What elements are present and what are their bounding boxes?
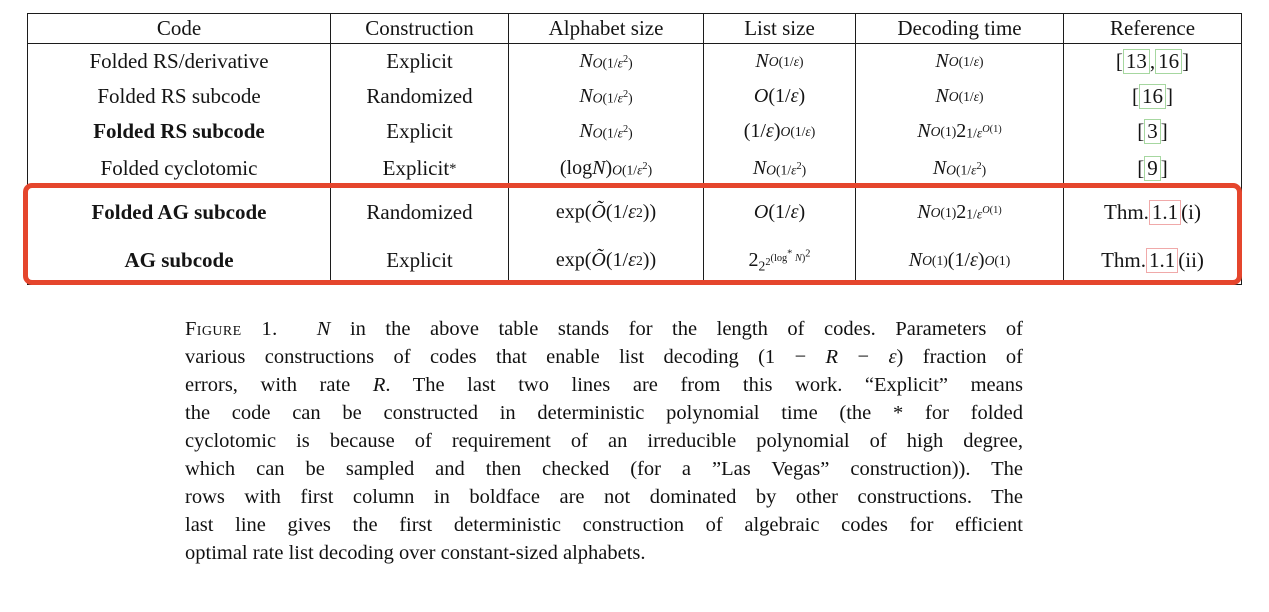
caption-line xyxy=(185,539,1023,567)
caption-text: various constructions of codes that enable list decoding (1 − xyxy=(185,346,826,368)
cell-decoding-time: N $O(1/\varepsilon^2)$ xyxy=(856,149,1064,188)
caption-text: last line gives the first deterministic construction of algebraic codes for efficient xyxy=(185,514,1023,536)
cell-alphabet-size: N $O(1/\varepsilon^2)$ xyxy=(509,114,704,149)
reference-text: Thm. xyxy=(1104,200,1149,225)
caption-line xyxy=(185,315,1023,343)
cell-reference xyxy=(1064,149,1241,188)
cell-decoding-time: N O(1) 2 $1/\varepsilon^{O(1)}$ xyxy=(856,114,1064,149)
caption-line xyxy=(185,511,1023,539)
caption-text: the code can be constructed in deterministic polynomial time (the * for folded xyxy=(185,402,1023,424)
caption-line xyxy=(185,343,1023,371)
cell-code: Folded RS subcode xyxy=(28,79,331,114)
caption-label: Figure 1. xyxy=(185,318,278,340)
caption-line xyxy=(185,455,1023,483)
caption-text: R xyxy=(825,346,839,368)
reference-link[interactable]: 16 xyxy=(1155,49,1182,73)
reference-link[interactable]: 1.1 xyxy=(1146,248,1178,272)
reference-text: ] xyxy=(1166,84,1173,109)
cell-list-size: N $O(1/\varepsilon^2)$ xyxy=(704,149,856,188)
cell-alphabet-size: N $O(1/\varepsilon^2)$ xyxy=(509,44,704,79)
caption-text: N xyxy=(316,318,331,340)
caption-text: which can be sampled and then checked (for a ”Las Vegas” construction)). The xyxy=(185,458,1023,480)
cell-alphabet-size: N $O(1/\varepsilon^2)$ xyxy=(509,79,704,114)
caption-line xyxy=(185,371,1023,399)
reference-text: [ xyxy=(1137,119,1145,144)
cell-construction: Explicit xyxy=(331,237,509,284)
caption-text: errors, with rate xyxy=(185,374,373,396)
caption-text: ) fraction of xyxy=(896,346,1023,368)
column-header-decoding-time: Decoding time xyxy=(856,14,1064,44)
cell-alphabet-size: exp( Õ (1/ ε 2 )) xyxy=(509,188,704,237)
cell-reference xyxy=(1064,114,1241,149)
cell-decoding-time: N O(1/ε) xyxy=(856,79,1064,114)
cell-alphabet-size: (log N ) $O(1/\varepsilon^2)$ xyxy=(509,149,704,188)
cell-list-size: O (1/ ε ) xyxy=(704,79,856,114)
reference-text: Thm. xyxy=(1101,248,1146,273)
column-header-reference: Reference xyxy=(1064,14,1241,44)
caption-text: rows with first column in boldface are not dominated by other constructions. The xyxy=(185,486,1023,508)
cell-decoding-time: N O(1/ε) xyxy=(856,44,1064,79)
cell-list-size: N O(1/ε) xyxy=(704,44,856,79)
reference-text: [ xyxy=(1115,49,1123,74)
column-header-list-size: List size xyxy=(704,14,856,44)
cell-code: AG subcode xyxy=(28,237,331,284)
reference-text: ] xyxy=(1182,49,1190,74)
cell-code: Folded RS/derivative xyxy=(28,44,331,79)
cell-list-size: O (1/ ε ) xyxy=(704,188,856,237)
reference-text: [ xyxy=(1132,84,1139,109)
column-header-construction: Construction xyxy=(331,14,509,44)
cell-reference xyxy=(1064,79,1241,114)
figure-caption xyxy=(185,315,1023,567)
cell-reference xyxy=(1064,237,1241,284)
cell-reference xyxy=(1064,188,1241,237)
reference-text: [ xyxy=(1137,156,1145,181)
cell-construction: Randomized xyxy=(331,79,509,114)
reference-text: (i) xyxy=(1181,200,1201,225)
cell-list-size: (1/ ε ) O(1/ε) xyxy=(704,114,856,149)
cell-list-size: 2 $2^{2^{(log^* N)^2}}$ xyxy=(704,237,856,284)
cell-code: Folded cyclotomic xyxy=(28,149,331,188)
cell-code: Folded AG subcode xyxy=(28,188,331,237)
cell-construction: Explicit xyxy=(331,44,509,79)
column-header-alphabet-size: Alphabet size xyxy=(509,14,704,44)
reference-link[interactable]: 13 xyxy=(1123,49,1150,73)
column-header-code: Code xyxy=(28,14,331,44)
caption-text: R xyxy=(372,374,386,396)
reference-text: , xyxy=(1149,49,1156,74)
cell-decoding-time: N O(1) 2 $1/\varepsilon^{O(1)}$ xyxy=(856,188,1064,237)
reference-text: (ii) xyxy=(1178,248,1204,273)
cell-code: Folded RS subcode xyxy=(28,114,331,149)
reference-link[interactable]: 3 xyxy=(1144,119,1161,143)
reference-text: ] xyxy=(1160,119,1168,144)
cell-reference xyxy=(1064,44,1241,79)
caption-text: in the above table stands for the length of codes. Parameters of xyxy=(330,318,1023,340)
reference-link[interactable]: 16 xyxy=(1139,84,1166,108)
cell-construction: Explicit xyxy=(331,114,509,149)
reference-text: ] xyxy=(1160,156,1168,181)
cell-decoding-time: N O(1) (1/ ε ) O(1) xyxy=(856,237,1064,284)
parameters-table xyxy=(27,13,1242,285)
caption-text: cyclotomic is because of requirement of an irreducible polynomial of high degree, xyxy=(185,430,1023,452)
cell-construction: Randomized xyxy=(331,188,509,237)
reference-link[interactable]: 9 xyxy=(1144,156,1161,180)
caption-line xyxy=(185,399,1023,427)
caption-text xyxy=(278,318,317,340)
caption-text: optimal rate list decoding over constant-sized alphabets. xyxy=(185,542,646,564)
cell-construction: Explicit * xyxy=(331,149,509,188)
caption-line xyxy=(185,427,1023,455)
cell-alphabet-size: exp( Õ (1/ ε 2 )) xyxy=(509,237,704,284)
caption-text: − xyxy=(838,346,889,368)
caption-line xyxy=(185,483,1023,511)
caption-text: ε xyxy=(888,346,897,368)
caption-text: . The last two lines are from this work. “Explicit” means xyxy=(385,374,1023,396)
reference-link[interactable]: 1.1 xyxy=(1149,200,1181,224)
